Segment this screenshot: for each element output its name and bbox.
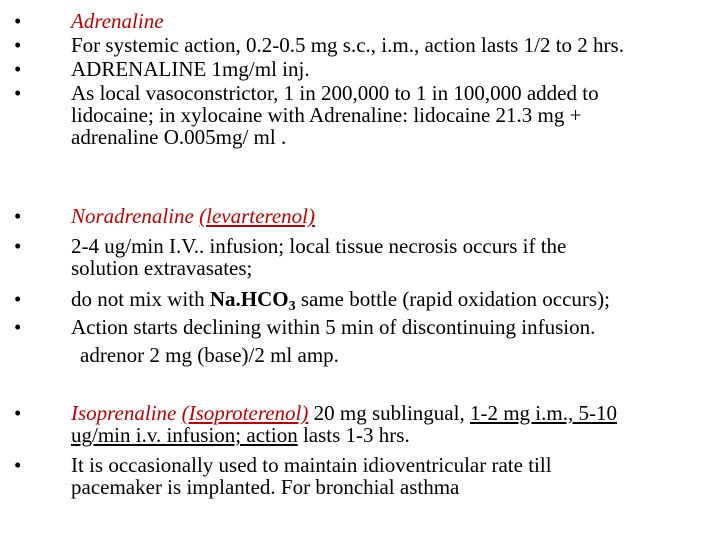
list-item-noradrenaline-mixing [14, 287, 714, 314]
noradrenaline-heading [71, 205, 714, 227]
mixing-pre: do not mix with [71, 287, 210, 311]
noradrenaline-duration-text: Action starts declining within 5 min of discontinuing infusion. [71, 315, 596, 339]
list-item-adrenaline-injection [14, 58, 714, 80]
bullet: • [14, 401, 22, 425]
bullet: • [14, 33, 22, 57]
bullet: • [14, 287, 22, 311]
list-item-isoprenaline-heading [14, 402, 714, 446]
adrenaline-heading-label: Adrenaline [71, 9, 164, 33]
bullet: • [14, 81, 22, 105]
list-item-adrenaline-heading [14, 10, 714, 32]
list-item-adrenaline-local [14, 82, 714, 148]
noradrenaline-dose-text: 2-4 ug/min I.V.. infusion; local tissue necrosis occurs if the solution extravasates; [71, 234, 567, 280]
bullet: • [14, 204, 22, 228]
isoprenaline-heading-alt: (Isoproterenol) [181, 401, 309, 425]
adrenaline-local-text: As local vasoconstrictor, 1 in 200,000 to 1 in 100,000 added to lidocaine; in xylocaine with Adrenaline: lidocaine 21.3 mg + adrenaline O.005mg/ ml . [71, 81, 599, 149]
list-item-isoprenaline-usage [14, 454, 714, 498]
list-item-noradrenaline-heading [14, 205, 714, 227]
isoprenaline-usage-text: It is occasionally used to maintain idioventricular rate till pacemaker is implanted. For bronchial asthma [71, 453, 552, 499]
bullet: • [14, 234, 22, 258]
bullet: • [14, 315, 22, 339]
isoprenaline-seg1: 20 mg sublingual, [308, 401, 470, 425]
noradrenaline-heading-alt: (levarterenol) [199, 204, 315, 228]
isoprenaline-heading-name: Isoprenaline [71, 401, 177, 425]
isoprenaline-seg3: ug/min i.v. infusion; action [71, 423, 298, 447]
adrenaline-injection-text: ADRENALINE 1mg/ml inj. [71, 57, 310, 81]
isoprenaline-heading [71, 402, 714, 446]
noradrenaline-heading-name: Noradrenaline [71, 204, 194, 228]
bullet: • [14, 57, 22, 81]
list-item-adrenaline-systemic [14, 34, 714, 56]
bullet: • [14, 453, 22, 477]
isoprenaline-seg4: lasts 1-3 hrs. [297, 423, 410, 447]
list-item-noradrenaline-duration [14, 316, 714, 338]
formula-subscript: 3 [288, 299, 296, 314]
mixing-post: same bottle (rapid oxidation occurs); [295, 287, 610, 311]
noradrenaline-mixing-text [71, 287, 714, 314]
list-item-noradrenaline-dose [14, 235, 714, 279]
sodium-bicarbonate-formula [209, 287, 296, 314]
isoprenaline-seg2: 1-2 mg i.m., 5-10 [469, 401, 617, 425]
noradrenaline-product-text: adrenor 2 mg (base)/2 ml amp. [80, 343, 339, 367]
bullet: • [14, 9, 22, 33]
adrenaline-heading [71, 10, 714, 32]
adrenaline-systemic-text: For systemic action, 0.2-0.5 mg s.c., i.m., action lasts 1/2 to 2 hrs. [71, 33, 624, 57]
formula-main: Na.HCO [209, 287, 289, 311]
